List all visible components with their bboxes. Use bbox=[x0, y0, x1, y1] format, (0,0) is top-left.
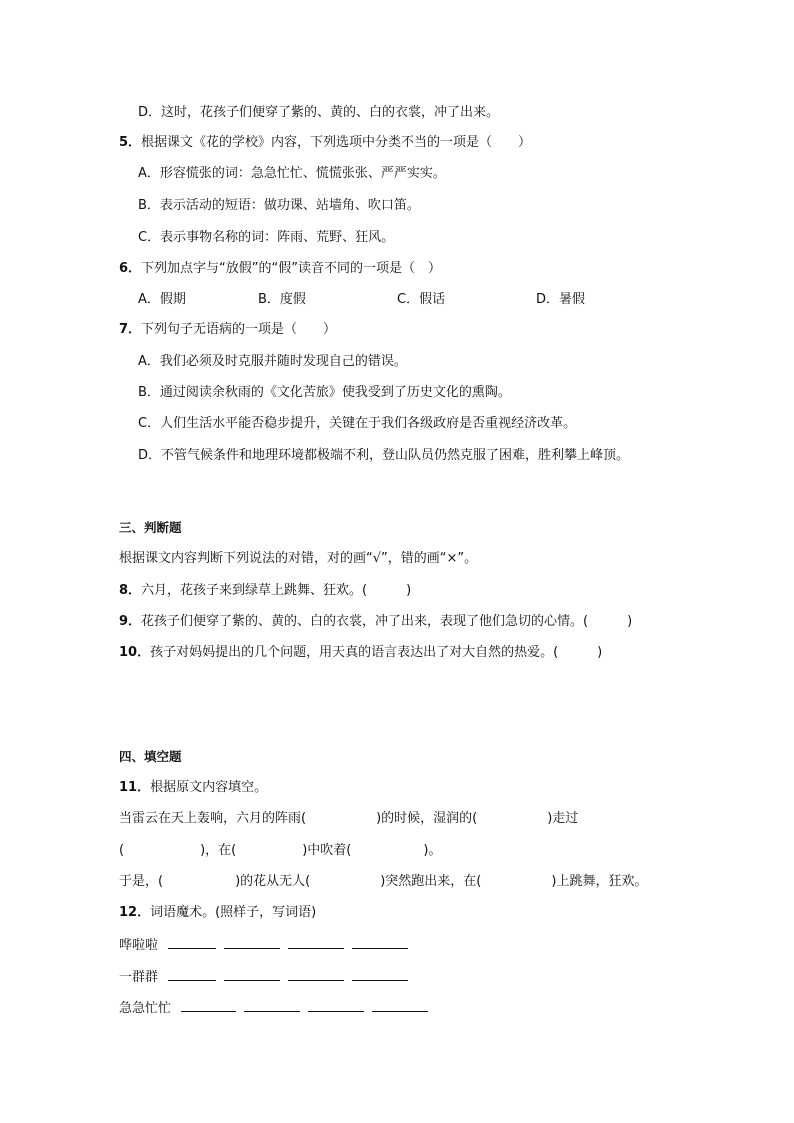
word-row-3 bbox=[119, 997, 436, 1019]
section-title-judgement: 三、判断题 bbox=[119, 520, 182, 535]
fill-line-3 bbox=[119, 872, 647, 892]
question-number: 8． bbox=[119, 583, 142, 598]
fill-text: )中吹着( bbox=[302, 843, 352, 858]
question-stem: 下列句子无语病的一项是（ ） bbox=[141, 322, 337, 337]
question-7 bbox=[119, 320, 336, 340]
answer-line[interactable] bbox=[224, 966, 280, 981]
answer-line[interactable] bbox=[352, 934, 408, 949]
answer-line[interactable] bbox=[352, 966, 408, 981]
example-word: 哗啦啦 bbox=[119, 938, 159, 953]
fill-text: )的花从无人( bbox=[235, 874, 311, 889]
fill-text: )。 bbox=[423, 843, 442, 858]
question-text: 六月，花孩子来到绿草上跳舞、狂欢。( ) bbox=[141, 583, 412, 598]
question-9 bbox=[119, 612, 632, 632]
fill-line-1 bbox=[119, 809, 578, 829]
q6-option-a: A．假期 bbox=[138, 292, 186, 307]
fill-text: 当雷云在天上轰响，六月的阵雨( bbox=[119, 811, 307, 826]
fill-text: )的时候，湿润的( bbox=[376, 811, 478, 826]
q7-option-b: B．通过阅读余秋雨的《文化苦旅》使我受到了历史文化的熏陶。 bbox=[138, 385, 511, 400]
q5-option-b: B．表示活动的短语：做功课、站墙角、吹口笛。 bbox=[138, 198, 420, 213]
question-stem: 根据原文内容填空。 bbox=[150, 780, 268, 795]
section-title-fill-blank: 四、填空题 bbox=[119, 749, 182, 764]
q6-option-d: D．暑假 bbox=[536, 292, 586, 307]
question-5 bbox=[119, 133, 531, 153]
answer-line[interactable] bbox=[168, 934, 216, 949]
question-number: 7． bbox=[119, 322, 142, 337]
answer-line[interactable] bbox=[168, 966, 216, 981]
fill-text: ( bbox=[119, 843, 125, 858]
fill-text: )，在( bbox=[200, 843, 237, 858]
question-number: 12． bbox=[119, 905, 151, 920]
q4-option-d: D．这时，花孩子们便穿了紫的、黄的、白的衣裳，冲了出来。 bbox=[138, 105, 500, 120]
word-row-2 bbox=[119, 966, 416, 988]
fill-text: )走过 bbox=[547, 811, 579, 826]
fill-line-2 bbox=[119, 841, 441, 861]
q7-option-d: D．不管气候条件和地理环境都极端不利，登山队员仍然克服了困难，胜利攀上峰顶。 bbox=[138, 448, 630, 463]
question-number: 10． bbox=[119, 645, 151, 660]
fill-text: )上跳舞，狂欢。 bbox=[551, 874, 648, 889]
question-number: 11． bbox=[119, 780, 151, 795]
question-stem: 词语魔术。(照样子，写词语) bbox=[150, 905, 317, 920]
answer-line[interactable] bbox=[308, 997, 364, 1012]
question-number: 9． bbox=[119, 614, 142, 629]
question-text: 花孩子们便穿了紫的、黄的、白的衣裳，冲了出来，表现了他们急切的心情。( ) bbox=[141, 614, 633, 629]
q7-option-a: A．我们必须及时克服并随时发现自己的错误。 bbox=[138, 354, 407, 369]
question-8 bbox=[119, 581, 411, 601]
question-stem: 下列加点字与“放假”的“假”读音不同的一项是（ ） bbox=[141, 261, 441, 276]
question-number: 6． bbox=[119, 261, 142, 276]
answer-line[interactable] bbox=[244, 997, 300, 1012]
q5-option-c: C．表示事物名称的词：阵雨、荒野、狂风。 bbox=[138, 230, 395, 245]
question-text: 孩子对妈妈提出的几个问题，用天真的语言表达出了对大自然的热爱。( ) bbox=[150, 645, 603, 660]
question-11 bbox=[119, 778, 267, 798]
question-6 bbox=[119, 259, 441, 279]
answer-line[interactable] bbox=[288, 934, 344, 949]
section-instructions: 根据课文内容判断下列说法的对错，对的画“√”，错的画“×”。 bbox=[119, 551, 478, 566]
question-12 bbox=[119, 903, 316, 923]
q5-option-a: A．形容慌张的词：急急忙忙、慌慌张张、严严实实。 bbox=[138, 166, 446, 181]
word-row-1 bbox=[119, 934, 416, 956]
question-stem: 根据课文《花的学校》内容，下列选项中分类不当的一项是（ ） bbox=[141, 135, 532, 150]
q7-option-c: C．人们生活水平能否稳步提升，关键在于我们各级政府是否重视经济改革。 bbox=[138, 416, 577, 431]
fill-text: 于是，( bbox=[119, 874, 164, 889]
question-10 bbox=[119, 643, 602, 663]
answer-line[interactable] bbox=[372, 997, 428, 1012]
q6-option-b: B．度假 bbox=[258, 292, 306, 307]
answer-line[interactable] bbox=[224, 934, 280, 949]
example-word: 一群群 bbox=[119, 970, 159, 985]
example-word: 急急忙忙 bbox=[119, 1001, 172, 1016]
answer-line[interactable] bbox=[288, 966, 344, 981]
question-number: 5． bbox=[119, 135, 142, 150]
fill-text: )突然跑出来，在( bbox=[380, 874, 482, 889]
q6-option-c: C．假话 bbox=[397, 292, 446, 307]
answer-line[interactable] bbox=[181, 997, 236, 1012]
